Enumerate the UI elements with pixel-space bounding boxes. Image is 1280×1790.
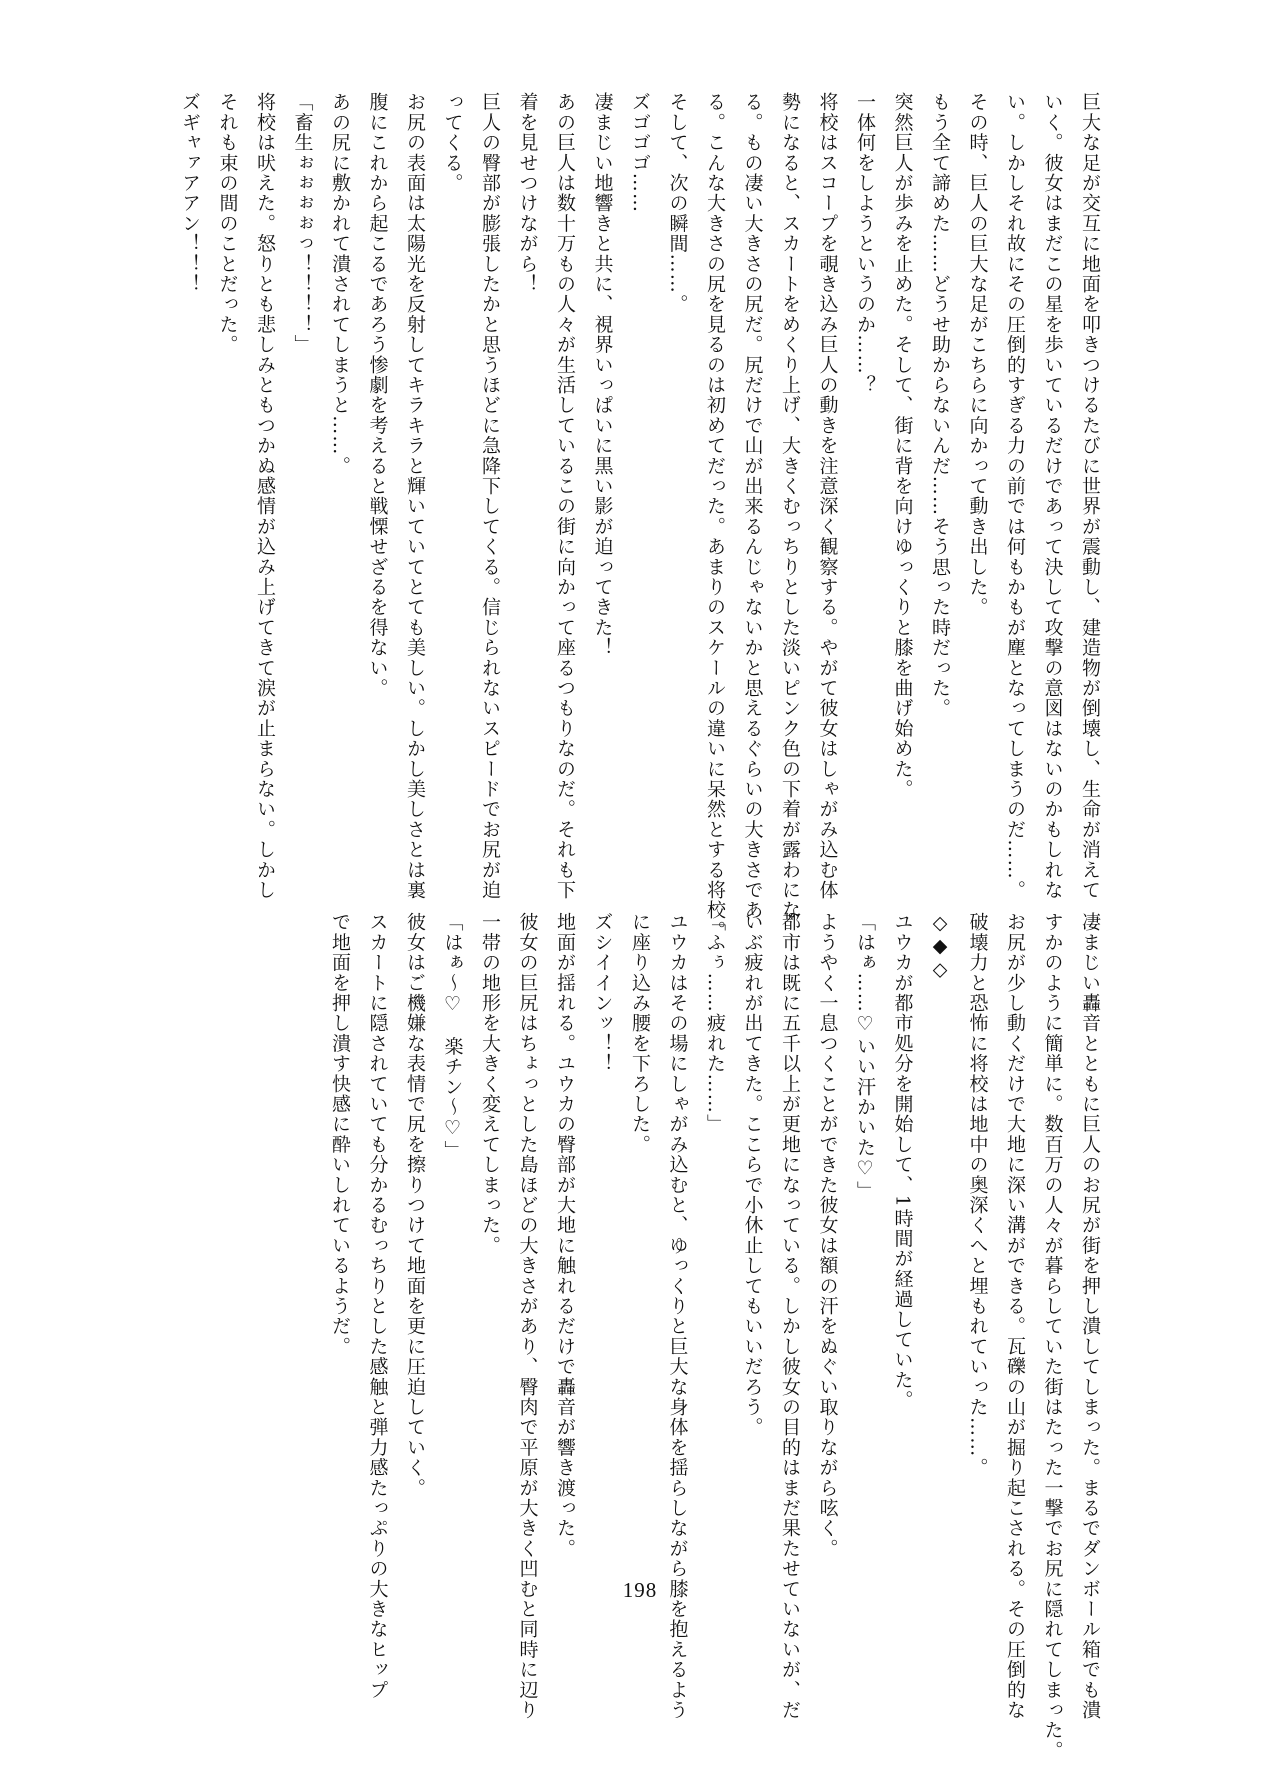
text-line: いぶ疲れが出てきた。ここらで小休止してもいいだろう。 xyxy=(741,912,764,1438)
text-line: その時、巨人の巨大な足がこちらに向かって動き出した。 xyxy=(966,92,989,618)
text-line: 突然巨人が歩みを止めた。そして、街に背を向けゆっくりと膝を曲げ始めた。 xyxy=(891,92,914,800)
text-line: 地面が揺れる。ユウカの臀部が大地に触れるだけで轟音が響き渡った。 xyxy=(554,912,576,1559)
text-block-top xyxy=(172,92,1108,941)
text-line: る。もの凄い大きさの尻だ。尻だけで山が出来るんじゃないかと思えるぐらいの大きさであ xyxy=(741,92,764,921)
text-line: 凄まじい地響きと共に、視界いっぱいに黒い影が迫ってきた！ xyxy=(591,92,614,658)
text-line: ズギャァアアン！！！ xyxy=(179,92,201,294)
text-line: に座り込み腰を下ろした。 xyxy=(629,912,651,1155)
text-line: 「ふぅ……疲れた……」 xyxy=(704,912,726,1135)
text-line: 「はぁ～♡ 楽チン～♡」 xyxy=(441,912,464,1161)
page-number: 198 xyxy=(622,1578,658,1602)
text-line: 着を見せつけながら！ xyxy=(516,92,539,294)
text-line: お尻の表面は太陽光を反射してキラキラと輝いていてとても美しい。しかし美しさとは裏 xyxy=(404,92,426,900)
text-line: お尻が少し動くだけで大地に深い溝ができる。瓦礫の山が掘り起こされる。その圧倒的な xyxy=(1004,912,1026,1720)
text-line: 巨人の臀部が膨張したかと思うほどに急降下してくる。信じられないスピードでお尻が迫 xyxy=(479,92,501,900)
text-line: る。こんな大きさの尻を見るのは初めてだった。あまりのスケールの違いに呆然とする将校。 xyxy=(704,92,726,941)
text-line: 「はぁ……♡いい汗かいた♡」 xyxy=(854,912,876,1201)
text-line: 都市は既に五千以上が更地になっている。しかし彼女の目的はまだ果たせていないが、だ xyxy=(779,912,801,1720)
text-line: ユウカが都市処分を開始して、1時間が経過していた。 xyxy=(891,912,914,1411)
text-line: あの巨人は数十万もの人々が生活しているこの街に向かって座るつもりなのだ。それも下 xyxy=(554,92,576,900)
text-line: 「畜生ぉぉぉぉっ！！！！」 xyxy=(291,92,314,355)
text-line: 一帯の地形を大きく変えてしまった。 xyxy=(479,912,501,1256)
text-line: 彼女の巨尻はちょっとした島ほどの大きさがあり、臀肉で平原が大きく凹むと同時に辺り xyxy=(516,912,539,1721)
text-line: 破壊力と恐怖に将校は地中の奥深くへと埋もれていった……。 xyxy=(966,912,989,1478)
text-line: ようやく一息つくことができた彼女は額の汗をぬぐい取りながら呟く。 xyxy=(816,912,839,1559)
text-line: それも束の間のことだった。 xyxy=(216,92,239,355)
text-line: 将校は吠えた。怒りとも悲しみともつかぬ感情が込み上げてきて涙が止まらない。しかし xyxy=(254,92,276,900)
text-line: 一体何をしようというのか……？ xyxy=(854,92,876,395)
text-line: いく。彼女はまだこの星を歩いているだけであって決して攻撃の意図はないのかもしれな xyxy=(1041,92,1064,900)
text-line: 腹にこれから起こるであろう惨劇を考えると戦慄せざるを得ない。 xyxy=(366,92,389,698)
text-line: い。しかしそれ故にその圧倒的すぎる力の前では何もかもが塵となってしまうのだ……。 xyxy=(1004,92,1026,900)
text-line: 彼女はご機嫌な表情で尻を擦りつけて地面を更に圧迫していく。 xyxy=(404,912,426,1498)
text-line: 勢になると、スカートをめくり上げ、大きくむっちりとした淡いピンク色の下着が露わにな xyxy=(779,92,801,921)
text-line: ユウカはその場にしゃがみ込むと、ゆっくりと巨大な身体を揺らしながら膝を抱えるよう xyxy=(666,912,689,1720)
text-line: すかのように簡単に。数百万の人々が暮らしていた街はたった一撃でお尻に隠れてしまった。 xyxy=(1041,912,1064,1761)
text-line: そして、次の瞬間……。 xyxy=(666,92,689,315)
text-line: もう全て諦めた……どうせ助からないんだ……そう思った時だった。 xyxy=(929,92,951,719)
text-line: ってくる。 xyxy=(441,92,464,193)
text-line: 凄まじい轟音とともに巨人のお尻が街を押し潰してしまった。まるでダンボール箱でも潰 xyxy=(1079,912,1101,1720)
text-line: ズゴゴゴ…… xyxy=(629,92,651,214)
text-line: あの尻に敷かれて潰されてしまうと……。 xyxy=(329,92,351,476)
text-line: 巨大な足が交互に地面を叩きつけるたびに世界が震動し、建造物が倒壊し、生命が消えて xyxy=(1079,92,1101,900)
text-line: ズシイインッ！！ xyxy=(591,912,614,1074)
text-line: スカートに隠されていても分かるむっちりとした感触と弾力感たっぷりの大きなヒップ xyxy=(366,912,389,1700)
text-line: 将校はスコープを覗き込み巨人の動きを注意深く観察する。やがて彼女はしゃがみ込む体 xyxy=(816,92,839,900)
text-line: で地面を押し潰す快感に酔いしれているようだ。 xyxy=(329,912,351,1357)
text-line: ◇◆◇ xyxy=(929,912,951,982)
